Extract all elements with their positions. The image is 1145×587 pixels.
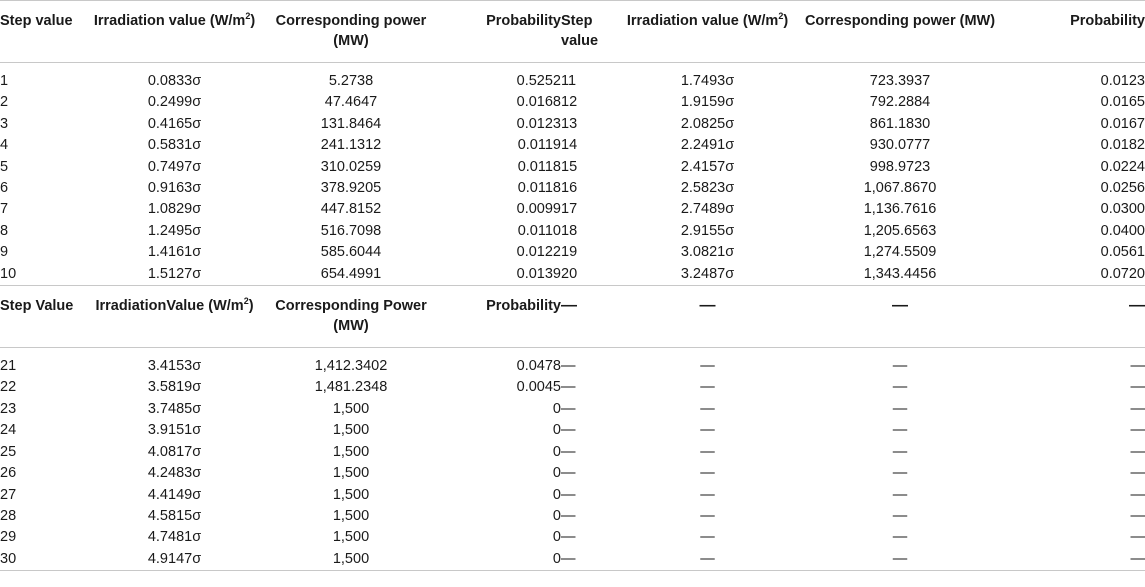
cell-irradiation-2: 3.2487σ [680, 265, 735, 282]
cell-step: 7 [0, 201, 9, 218]
cell-step: 21 [0, 358, 17, 375]
cell-irradiation-2: — [700, 443, 715, 460]
cell-power-2: 1,136.7616 [863, 201, 937, 218]
header-power: Corresponding power (MW) [271, 1, 431, 63]
cell-irradiation-2: 3.0821σ [680, 244, 735, 261]
cell-probability-2: — [1130, 422, 1145, 439]
cell-step: 4 [0, 137, 9, 154]
table-row [0, 377, 1145, 398]
cell-irradiation: 1.2495σ [147, 222, 202, 239]
cell-step-2: — [561, 549, 615, 571]
subheader-probability: Probability [431, 286, 561, 348]
cell-step: 6 [0, 180, 9, 197]
header-irradiation-2: Irradiation value $(W/m^2)$ [615, 1, 800, 63]
cell-power: 1,500 [332, 507, 370, 524]
cell-probability-2: — [1130, 465, 1145, 482]
cell-step-2: 17 [561, 201, 578, 218]
cell-power: 447.8152 [320, 201, 382, 218]
cell-power-2: — [800, 549, 1000, 571]
cell-step: 26 [0, 465, 17, 482]
cell-power: 1,500 [332, 529, 370, 546]
header-probability-2: Probability [1000, 1, 1145, 63]
cell-step-2: — [561, 529, 576, 546]
header-step-2: Step value [561, 1, 615, 63]
cell-irradiation-2: — [615, 549, 800, 571]
cell-probability: 0 [552, 465, 561, 482]
cell-power: 585.6044 [320, 244, 382, 261]
cell-irradiation: 0.9163σ [147, 180, 202, 197]
cell-irradiation: 0.2499σ [147, 94, 202, 111]
cell-power-2: — [892, 358, 908, 375]
cell-probability-2: 0.0224 [1100, 158, 1145, 175]
cell-probability: 0.0122 [516, 244, 561, 261]
cell-step-2: — [561, 422, 576, 439]
table-row [0, 92, 1145, 113]
cell-probability: 0 [552, 443, 561, 460]
cell-irradiation-2: 2.7489σ [680, 201, 735, 218]
header-step: Step value [0, 1, 78, 63]
cell-probability: 0 [552, 507, 561, 524]
cell-step: 29 [0, 529, 17, 546]
cell-probability: 0.0118 [517, 180, 561, 197]
cell-irradiation: 3.4153σ [147, 358, 202, 375]
cell-power: 378.9205 [320, 180, 382, 197]
cell-irradiation: 4.5815σ [147, 507, 202, 524]
cell-probability-2: 0.0123 [1100, 73, 1145, 89]
cell-power-2: — [892, 529, 908, 546]
header-irradiation: Irradiation value $(W/m^2)$ [78, 1, 271, 63]
cell-probability-2: — [1130, 486, 1145, 503]
cell-irradiation: 3.7485σ [147, 400, 202, 417]
cell-step-2: — [561, 486, 576, 503]
cell-power-2: — [892, 507, 908, 524]
cell-power-2: 792.2884 [869, 94, 931, 111]
table-row [0, 264, 1145, 286]
cell-step-2: 11 [561, 73, 577, 89]
cell-irradiation: 3.5819σ [147, 379, 202, 396]
cell-step-2: 13 [561, 115, 578, 132]
cell-step: 3 [0, 115, 9, 132]
cell-irradiation-2: — [700, 400, 715, 417]
cell-step: 24 [0, 422, 17, 439]
cell-irradiation-2: 2.9155σ [680, 222, 735, 239]
cell-step-2: — [561, 465, 576, 482]
cell-probability-2: — [1000, 549, 1145, 571]
cell-irradiation: 0.7497σ [147, 158, 202, 175]
cell-power-2: 1,205.6563 [863, 222, 937, 239]
cell-irradiation: 1.5127σ [147, 265, 202, 282]
cell-power: 1,500 [271, 549, 431, 571]
table-row [0, 135, 1145, 156]
subheader-power: Corresponding Power (MW) [271, 286, 431, 348]
table-body-bottom [0, 348, 1145, 571]
cell-step-2: 14 [561, 137, 578, 154]
table-header [0, 1, 1145, 63]
cell-irradiation-2: 2.5823σ [680, 180, 735, 197]
table-row [0, 348, 1145, 378]
cell-power: 5.2738 [328, 73, 374, 89]
cell-step: 25 [0, 443, 17, 460]
cell-probability-2: 0.0720 [1100, 265, 1145, 282]
table-row [0, 242, 1145, 263]
cell-irradiation: 1.4161σ [147, 244, 202, 261]
cell-power-2: 930.0777 [869, 137, 931, 154]
cell-irradiation-2: 1.9159σ [680, 94, 735, 111]
cell-probability: 0.0045 [516, 379, 561, 396]
cell-irradiation-2: — [700, 379, 715, 396]
cell-power: 47.4647 [324, 94, 378, 111]
table-row [0, 442, 1145, 463]
cell-irradiation: 3.9151σ [147, 422, 202, 439]
cell-irradiation-2: — [700, 422, 715, 439]
cell-power: 1,412.3402 [314, 358, 388, 375]
cell-power: 1,500 [332, 486, 370, 503]
cell-probability-2: 0.0561 [1100, 244, 1145, 261]
subheader-dash-3: — [800, 286, 1000, 348]
cell-power: 654.4991 [320, 265, 382, 282]
cell-probability: 0.0099 [516, 201, 561, 218]
cell-step-2: — [561, 379, 576, 396]
cell-power-2: 861.1830 [869, 115, 931, 132]
cell-probability-2: — [1130, 400, 1145, 417]
table-row [0, 485, 1145, 506]
cell-step: 9 [0, 244, 9, 261]
cell-power: 1,500 [332, 422, 370, 439]
cell-probability-2: 0.0165 [1100, 94, 1145, 111]
cell-probability-2: 0.0182 [1100, 137, 1145, 154]
cell-irradiation-2: 2.2491σ [680, 137, 735, 154]
table-row [0, 506, 1145, 527]
cell-step-2: 19 [561, 244, 578, 261]
cell-power-2: 1,274.5509 [863, 244, 937, 261]
cell-step: 2 [0, 94, 9, 111]
table-row [0, 399, 1145, 420]
cell-irradiation: 4.0817σ [147, 443, 202, 460]
table-row [0, 420, 1145, 441]
cell-power-2: 723.3937 [869, 73, 931, 89]
cell-power: 516.7098 [320, 222, 382, 239]
cell-probability-2: — [1130, 529, 1145, 546]
table-row [0, 549, 1145, 571]
cell-irradiation: 0.0833σ [147, 73, 202, 89]
cell-irradiation-2: 2.0825σ [680, 115, 735, 132]
cell-power-2: — [892, 400, 908, 417]
cell-irradiation: 4.9147σ [78, 549, 271, 571]
header-power-2: Corresponding power (MW) [800, 1, 1000, 63]
cell-probability-2: 0.0400 [1100, 222, 1145, 239]
cell-irradiation-2: — [700, 529, 715, 546]
cell-power: 131.8464 [320, 115, 382, 132]
cell-probability-2: — [1130, 507, 1145, 524]
cell-power: 1,500 [332, 400, 370, 417]
table-row [0, 199, 1145, 220]
cell-power-2: — [892, 443, 908, 460]
cell-irradiation-2: — [700, 486, 715, 503]
cell-probability: 0.0123 [516, 115, 561, 132]
cell-power-2: — [892, 379, 908, 396]
table-row [0, 63, 1145, 93]
cell-irradiation: 0.4165σ [147, 115, 202, 132]
cell-power-2: — [892, 486, 908, 503]
cell-probability: 0.0110 [517, 222, 561, 239]
cell-probability: 0 [552, 400, 561, 417]
cell-irradiation: 0.5831σ [147, 137, 202, 154]
cell-step: 23 [0, 400, 17, 417]
cell-power: 241.1312 [320, 137, 382, 154]
subheader-dash-1: — [561, 286, 615, 348]
cell-irradiation: 1.0829σ [147, 201, 202, 218]
table-row [0, 157, 1145, 178]
cell-step: 8 [0, 222, 9, 239]
cell-power: 1,500 [332, 443, 370, 460]
cell-step-2: — [561, 507, 576, 524]
cell-probability: 0.0119 [517, 137, 561, 154]
table-row [0, 221, 1145, 242]
table-row [0, 178, 1145, 199]
subheader-dash-2: — [615, 286, 800, 348]
cell-power: 1,481.2348 [314, 379, 388, 396]
cell-probability-2: — [1130, 443, 1145, 460]
cell-probability: 0 [431, 549, 561, 571]
subheader-irradiation: IrradiationValue $(W/m^2)$ [78, 286, 271, 348]
cell-step-2: 20 [561, 265, 578, 282]
cell-step: 28 [0, 507, 17, 524]
cell-step: 27 [0, 486, 17, 503]
cell-probability-2: 0.0300 [1100, 201, 1145, 218]
cell-probability: 0 [552, 422, 561, 439]
cell-power-2: 1,343.4456 [863, 265, 937, 282]
cell-probability-2: 0.0167 [1100, 115, 1145, 132]
cell-irradiation-2: 2.4157σ [680, 158, 735, 175]
cell-step-2: 12 [561, 94, 578, 111]
cell-step-2: 16 [561, 180, 578, 197]
table-subheader [0, 286, 1145, 348]
cell-step: 10 [0, 265, 17, 282]
cell-irradiation-2: 1.7493σ [680, 73, 735, 89]
table-row [0, 114, 1145, 135]
cell-power-2: 998.9723 [869, 158, 931, 175]
table-row [0, 463, 1145, 484]
subheader-dash-4: — [1000, 286, 1145, 348]
cell-step: 5 [0, 158, 9, 175]
cell-irradiation: 4.7481σ [147, 529, 202, 546]
table-row [0, 527, 1145, 548]
cell-power: 1,500 [332, 465, 370, 482]
cell-probability-2: — [1130, 379, 1145, 396]
cell-probability: 0.0139 [516, 265, 561, 282]
cell-power-2: — [892, 422, 908, 439]
cell-probability: 0 [552, 529, 561, 546]
cell-irradiation-2: — [700, 507, 715, 524]
cell-irradiation-2: — [700, 465, 715, 482]
cell-step-2: — [561, 358, 576, 375]
cell-irradiation: 4.2483σ [147, 465, 202, 482]
cell-probability: 0.0168 [516, 94, 561, 111]
cell-power-2: — [892, 465, 908, 482]
cell-probability: 0.0118 [517, 158, 561, 175]
cell-irradiation: 4.4149σ [147, 486, 202, 503]
cell-power: 310.0259 [320, 158, 382, 175]
cell-step-2: 15 [561, 158, 578, 175]
header-probability: Probability [431, 1, 561, 63]
cell-step-2: 18 [561, 222, 578, 239]
cell-probability: 0 [552, 486, 561, 503]
table-body-top [0, 63, 1145, 286]
cell-power-2: 1,067.8670 [863, 180, 937, 197]
cell-probability-2: — [1130, 358, 1145, 375]
cell-probability: 0.5252 [516, 73, 561, 89]
cell-step: 30 [0, 549, 78, 571]
cell-step: 22 [0, 379, 17, 396]
cell-probability: 0.0478 [516, 358, 561, 375]
cell-probability-2: 0.0256 [1100, 180, 1145, 197]
cell-step: 1 [0, 73, 9, 89]
subheader-step: Step Value [0, 286, 78, 348]
cell-irradiation-2: — [700, 358, 715, 375]
cell-step-2: — [561, 443, 576, 460]
cell-step-2: — [561, 400, 576, 417]
